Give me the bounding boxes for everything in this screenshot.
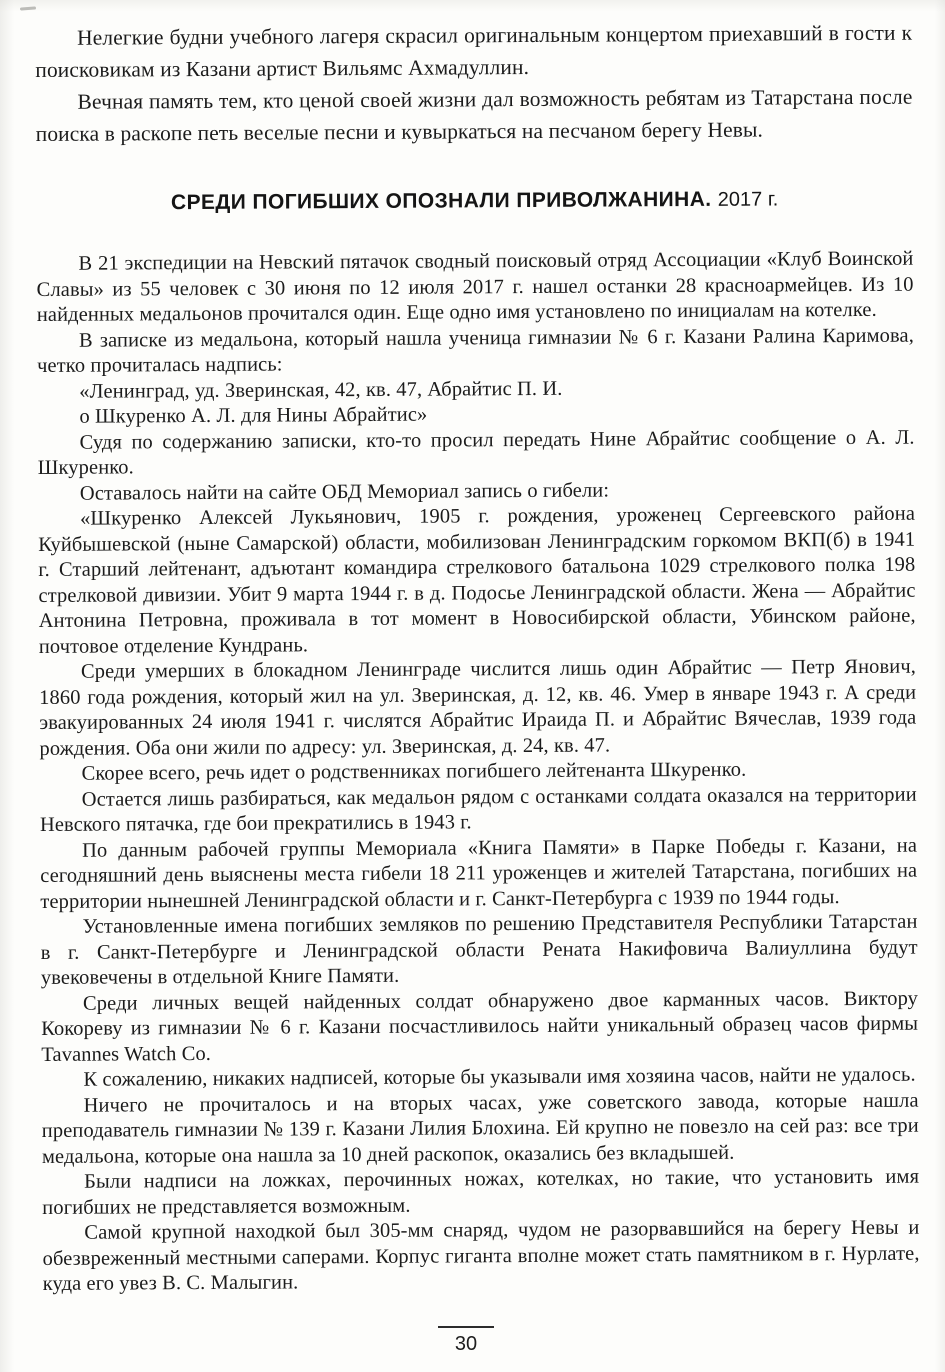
page-content <box>35 17 920 1298</box>
quote-line: о Шкуренко А. Л. для Нины Абрайтис» <box>79 403 428 428</box>
quote-line: «Ленинград, уд. Зверинская, 42, кв. 47, Абрайтис П. И. <box>79 377 563 403</box>
intro-section <box>35 17 913 150</box>
paragraph: Самой крупной находкой был 305-мм снаряд, чудом не разорвавшийся на берегу Невы и обезвреженный местными саперами. Корпус гиганта вполне может стать памятником в г. Нурлате, куда его увез В. С. Малыгин. <box>42 1216 920 1295</box>
article-body <box>36 247 919 1298</box>
section-heading <box>36 187 913 216</box>
paragraph: Оставалось найти на сайте ОБД Мемориал запись о гибели: <box>79 479 610 505</box>
paragraph: Скорее всего, речь идет о родственниках погибшего лейтенанта Шкуренко. <box>81 758 747 785</box>
paragraph: По данным рабочей группы Мемориала «Книга Памяти» в Парке Победы г. Казани, на сегодняшний день выяснены места гибели 18 211 уроженцев и жителей Татарстана, погибших на территории нынешней Ленинградской области и г. Санкт-Петербурга с 1939 по 1944 годы. <box>40 834 918 913</box>
paragraph: Ничего не прочиталось и на вторых часах, уже советского завода, которые нашла преподаватель гимназии № 139 г. Казани Лилия Блохина. Ей крупно не повезло на сей раз: все три медальона, которые она нашла за 10 дней раскопок, оказались без вкладышей. <box>41 1089 919 1168</box>
paragraph: Установленные имена погибших земляков по решению Представителя Республики Татарстан в г. Санкт-Петербурге и Ленинградской области Рената Накифовича Валиуллина будут увековечены в отдельной Книге Памяти. <box>40 910 918 989</box>
footer-rule <box>438 1326 494 1328</box>
paragraph: Среди личных вещей найденных солдат обнаружено двое карманных часов. Виктору Кокореву из гимназии № 6 г. Казани посчастливилось найти уникальный образец часов фирмы Tavannes Watch Co. <box>41 987 919 1066</box>
paragraph: «Шкуренко Алексей Лукьянович, 1905 г. рождения, уроженец Сергеевского района Куйбышевской (ныне Самарской) области, мобилизован Ленинградским горкомом ВКП(б) в 1941 г. Старший лейтенант, адъютант командира стрелкового батальона 1029 стрелкового полка 198 стрелковой дивизии. Убит 9 марта 1944 г. в д. Подосье Ленинградской области. Жена — Абрайтис Антонина Петровна, проживала в тот момент в Новосибирской области, Убинском районе, почтовое отделение Кундрань. <box>38 502 916 658</box>
paragraph: В 21 экспедиции на Невский пятачок сводный поисковый отряд Ассоциации «Клуб Воинской Славы» из 55 человек с 30 июня по 12 июля 2017 г. нашел останки 28 красноармейцев. Из 10 найденных медальонов прочитался один. Еще одно имя установлено по инициалам на котелке. <box>36 247 914 326</box>
paragraph: Вечная память тем, кто ценой своей жизни дал возможность ребятам из Татарстана после поиска в раскопе петь веселые песни и кувыркаться на песчаном берегу Невы. <box>35 84 913 146</box>
page-footer <box>0 1326 932 1356</box>
paragraph: В записке из медальона, который нашла ученица гимназии № 6 г. Казани Ралина Каримова, четко прочиталась надпись: <box>37 324 914 377</box>
section-date: 2017 г. <box>717 188 779 211</box>
paragraph: Судя по содержанию записки, кто-то просил передать Нине Абрайтис сообщение о А. Л. Шкуренко. <box>37 426 915 479</box>
paragraph: К сожалению, никаких надписей, которые бы указывали имя хозяина часов, найти не удалось. <box>83 1063 916 1091</box>
paragraph: Нелегкие будни учебного лагеря скрасил оригинальным концертом приехавший в гости к поисковикам из Казани артист Вильямс Ахмадуллин. <box>35 20 913 82</box>
section-title: СРЕДИ ПОГИБШИХ ОПОЗНАЛИ ПРИВОЛЖАНИНА. <box>170 187 712 215</box>
paragraph: Остается лишь разбираться, как медальон рядом с останками солдата оказался на территории Невского пятачка, где бои прекратились в 1943 г. <box>39 783 917 836</box>
paragraph: Были надписи на ложках, перочинных ножах, котелках, но такие, что установить имя погибших не представляется возможным. <box>42 1165 920 1219</box>
page-number: 30 <box>454 1333 478 1355</box>
paragraph: Среди умерших в блокадном Ленинграде числится лишь один Абрайтис — Петр Янович, 1860 года рождения, который жил на ул. Зверинская, д. 12, кв. 46. Умер в январе 1943 г. А среди эвакуированных 24 июля 1941 г. числятся Абрайтис Ираида П. и Абрайтис Вячеслав, 1939 года рождения. Оба они жили по адресу: ул. Зверинская, д. 24, кв. 47. <box>39 655 917 760</box>
